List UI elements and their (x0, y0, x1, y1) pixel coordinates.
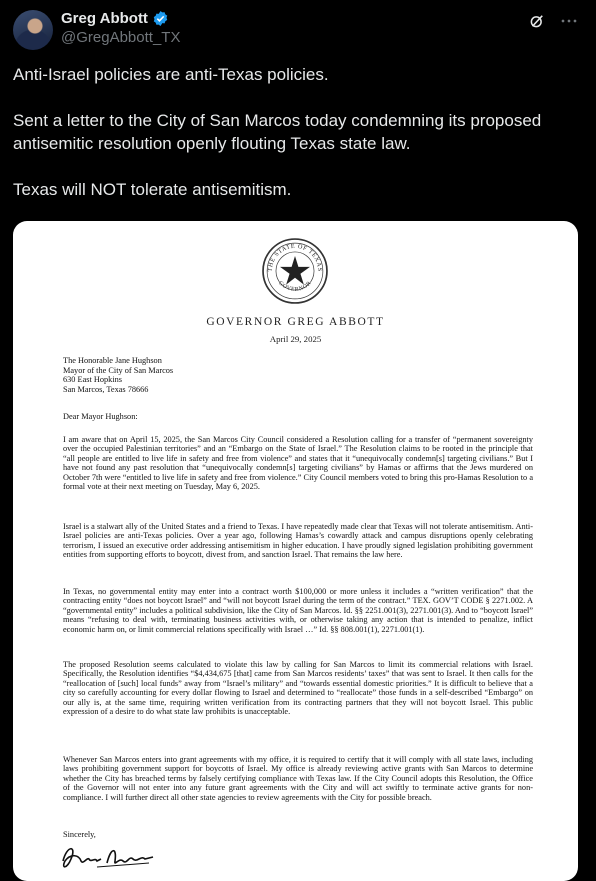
recipient-address (63, 356, 173, 394)
letter-date: April 29, 2025 (269, 334, 322, 344)
avatar[interactable] (13, 10, 53, 50)
signature (57, 839, 157, 875)
letter-paragraph: Israel is a stalwart ally of the United States and a friend to Texas. I have repeatedly made clear that Texas will not tolerate antisemitism. Anti-Israel policies are anti-Texas policies. Over a year ago, following Hamas’s cowardly attack and campus disruptions openly celebrating terrorism, I issued an executive order addressing antisemitism in higher education. I have proudly signed legislation prohibiting government entities from supporting efforts to boycott, divest from, and sanction Israel. That remains the law here. (63, 522, 533, 560)
post-text (13, 63, 573, 224)
governor-seal (261, 237, 329, 305)
svg-text:THE STATE OF TEXAS: THE STATE OF TEXAS (267, 243, 323, 272)
address-line: San Marcos, Texas 78666 (63, 384, 149, 394)
letter-header: GOVERNOR GREG ABBOTT (206, 316, 385, 328)
closing: Sincerely, (63, 830, 96, 839)
author-name[interactable]: Greg Abbott (61, 10, 148, 27)
letter-paragraph: In Texas, no governmental entity may enter into a contract worth $100,000 or more unless it includes a “written verification” that the contracting entity “does not boycott Israel” and “will not boycott Israel during the term of the contract.” TEX. GOV’T CODE § 2271.002. A “governmental entity” includes a political subdivision, like the City of San Marcos. Id. §§ 2251.001(3), 2271.001(3). And to “boycott Israel” means “refusing to deal with, terminating business activities with, or otherwise taking any action that is intended to penalize, inflict economic harm on, or limit commercial relations specifically with Israel …” Id. §§ 808.001(1), 2271.001(1). (63, 587, 533, 634)
more-icon[interactable] (560, 12, 578, 30)
grok-icon[interactable] (528, 12, 546, 30)
post-line: Texas will NOT tolerate antisemitism. (13, 180, 292, 199)
post-header (13, 10, 583, 50)
letter-paragraph: Whenever San Marcos enters into grant agreements with my office, it is required to certify that it will comply with all state laws, including laws prohibiting government support for boycotts of Israel. My office is already reviewing active grants with San Marcos to determine whether the City has breached terms by falsely certifying compliance with Texas law. If the City Council adopts this Resolution, the Office of the Governor will not enter into any future grant agreements with the City and will act swiftly to terminate active grants for non-compliance. I will further direct all other state agencies to review agreements with the City for possible breach. (63, 755, 533, 802)
author-block (61, 10, 180, 46)
letter-paragraph: The proposed Resolution seems calculated to violate this law by calling for San Marcos to limit its commercial relations with Israel. Specifically, the Resolution identifies “$4,434,675 [that] came from San Marcos residents’ taxes” that was sent to Israel. It then calls for the “reallocation of [such] local funds” away from “Israel’s military” and “towards essential domestic priorities.” It is difficult to believe that a city so carefully accounting for every dollar flowing to Israel and determined to “reallocate” those funds in a self-described “Embargo” on our ally is, at the same time, requiring written verification from its contracting partners that they will not boycott Israel. This public expression of a desire to do what state law prohibits is unacceptable. (63, 660, 533, 717)
post-line: Sent a letter to the City of San Marcos today condemning its proposed antisemitic resolution openly flouting Texas state law. (13, 111, 542, 153)
verified-badge-icon (152, 10, 169, 27)
letter-image[interactable] (13, 221, 578, 881)
letter-paragraph: I am aware that on April 15, 2025, the San Marcos City Council considered a Resolution calling for a transfer of “permanent sovereignty over the occupied Palestinian territories” and an “Embargo on the State of Israel.” The Resolution claims to be rooted in the principle that “all people are entitled to live life in safety and free from violence” and states that it “unequivocally condemn[s] targeting civilians.” But I have not found any past resolution that “unequivocally condemn[s] targeting civilians” by Hamas or affirms that the Jews murdered on October 7th were “entitled to live life in safety and free from violence.” City Council members voted to bring this pro-Hamas Resolution to a formal vote at their next meeting on Tuesday, May 6, 2025. (63, 435, 533, 492)
svg-text:GOVERNOR: GOVERNOR (277, 280, 313, 293)
salutation: Dear Mayor Hughson: (63, 412, 138, 421)
address-line: 630 East Hopkins (63, 375, 122, 385)
author-handle[interactable]: @GregAbbott_TX (61, 29, 181, 46)
address-line: The Honorable Jane Hughson (63, 356, 162, 365)
post-line: Anti-Israel policies are anti-Texas policies. (13, 65, 329, 84)
address-line: Mayor of the City of San Marcos (63, 365, 174, 375)
